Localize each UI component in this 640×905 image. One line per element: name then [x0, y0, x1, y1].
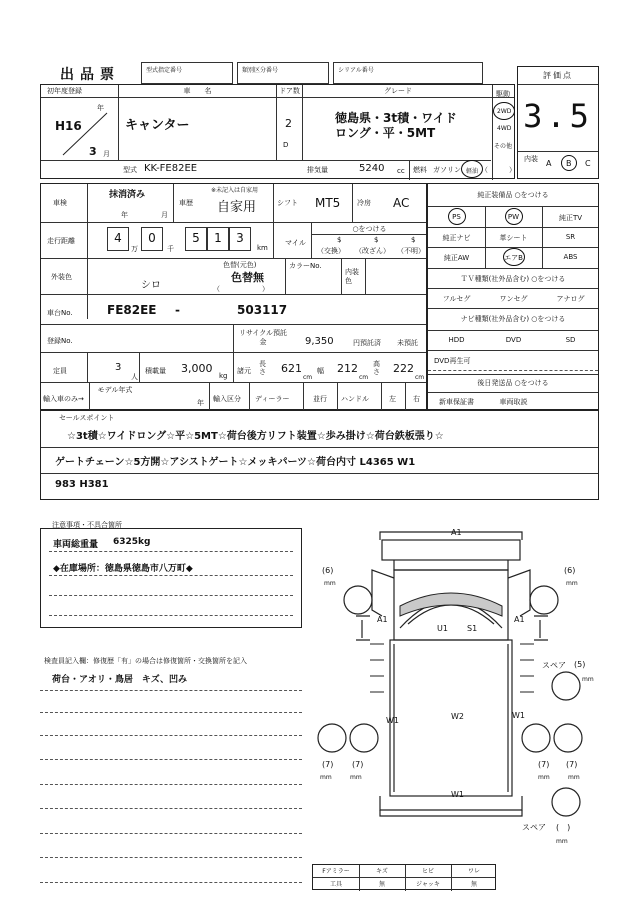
mark-w1-rear: W1: [451, 790, 464, 799]
model-year-unit: 年: [197, 399, 204, 407]
spare-value-1: (5): [574, 660, 586, 669]
import-left: 左: [389, 395, 396, 403]
width-value: 212: [337, 362, 358, 375]
mark-a1-front: A1: [451, 528, 462, 537]
equip-sr: SR: [565, 233, 576, 241]
mile-sym-1: $: [337, 236, 342, 244]
legend-v-none-2: 無: [470, 881, 477, 888]
import-handle: ハンドル: [341, 395, 369, 403]
mileage-digit-3: 5: [192, 231, 200, 245]
height-cm: cm: [415, 374, 425, 381]
mileage-digit-1: 4: [114, 231, 122, 245]
sales-label: セールスポイント: [59, 414, 115, 422]
equip-navi: 純正ナビ: [442, 234, 471, 242]
interior-a: A: [546, 159, 552, 168]
first-reg-year: H16: [55, 119, 82, 133]
mark-s1: S1: [467, 624, 478, 633]
equipment-header: 純正装備品 ○をつける: [477, 191, 549, 199]
mark-w2: W2: [451, 712, 464, 721]
tire-fl-value: (6): [322, 566, 334, 575]
height-value: 222: [393, 362, 414, 375]
inspection-year-unit: 年: [121, 211, 128, 219]
doors-label: ドア数: [279, 87, 300, 95]
width-label: 幅: [317, 367, 324, 375]
fuel-diesel-circle: [461, 160, 483, 178]
import-label: 輸入車のみ→: [43, 395, 84, 403]
import-parallel: 並行: [313, 395, 327, 403]
legend-h-scratch: キズ: [376, 868, 388, 875]
mark-u1: U1: [437, 624, 448, 633]
mileage-km-unit: km: [257, 244, 268, 252]
serial-label: シリアル番号: [338, 67, 374, 74]
gvw-value: 6325kg: [113, 537, 151, 547]
rating-value: 3.5: [523, 97, 593, 135]
chassis-value-2: 503117: [237, 303, 288, 317]
spare-label-2: スペア: [522, 823, 546, 832]
length-label: 長さ: [259, 360, 266, 376]
equip-airbag-circle: [503, 248, 525, 266]
mark-a1-right: A1: [514, 615, 525, 624]
drive-2wd: 2WD: [497, 108, 512, 115]
equip-ps: PS: [452, 213, 461, 221]
capacity-unit: 人: [131, 373, 138, 381]
load-unit: kg: [219, 372, 228, 380]
first-reg-label: 初年度登録: [47, 87, 82, 95]
sales-line-3: 983 H381: [55, 479, 109, 490]
width-cm: cm: [359, 374, 369, 381]
displacement-unit: cc: [397, 167, 405, 175]
equip-aw: 純正AW: [443, 254, 470, 262]
length-cm: cm: [303, 374, 313, 381]
after-header: 後日発送品 ○をつける: [477, 379, 549, 387]
import-type-label: 輸入区分: [213, 395, 241, 403]
mile-options-header: ○をつける: [352, 225, 387, 233]
history-label: 車歴: [179, 199, 193, 207]
repaint-value: 色替無: [231, 271, 264, 284]
repaint-label: 色替(元色): [223, 261, 257, 269]
capacity-value: 3: [115, 362, 122, 373]
truck-damage-diagram: [300, 520, 600, 870]
notes-label: 注意事項・不具合箇所: [52, 521, 122, 529]
drive-2wd-circle: [493, 102, 515, 120]
legend-h-mirror: Fアミラー: [322, 868, 350, 875]
mile-unknown: （不明）: [397, 247, 425, 255]
type-approval-label: 型式指定番号: [146, 67, 183, 74]
chassis-label: 車台No.: [47, 309, 73, 317]
navi-sd: SD: [565, 336, 576, 344]
recycle-unpaid: 未預託: [397, 339, 418, 347]
equipment-block: [427, 183, 599, 410]
load-label: 積載量: [145, 367, 166, 375]
dvd-playable-label: DVD再生可: [434, 357, 471, 365]
mile-tampered: （改ざん）: [355, 247, 390, 255]
legend-v-tools: 工具: [329, 881, 342, 888]
mile-exchanged: （交換）: [317, 247, 345, 255]
mileage-label: 走行距離: [47, 237, 75, 245]
tire-rl-outer-value: (7): [322, 760, 334, 769]
grade-line-2: ロング・平・5MT: [335, 126, 436, 140]
displacement-label: 排気量: [307, 166, 328, 174]
chassis-value-1: FE82EE: [107, 303, 157, 317]
mileage-unit-sen: 千: [167, 245, 174, 253]
spare-value-2: ( ): [556, 823, 571, 832]
dims-label: 諸元: [237, 367, 251, 375]
model-year-label: モデル年式: [97, 386, 133, 394]
gvw-label: 車両総重量: [53, 540, 99, 550]
after-warranty: 新車保証書: [439, 398, 474, 406]
month-unit: 月: [103, 150, 110, 158]
legend-h-break: ワレ: [467, 868, 480, 875]
sales-line-2: ゲートチェーン☆5方開☆アシストゲート☆メッキパーツ☆荷台内寸 L4365 W1: [55, 457, 416, 468]
grade-line-1: 徳島県・3t積・ワイド: [335, 111, 457, 125]
chassis-dash: -: [175, 303, 180, 317]
type-approval-box: [141, 62, 233, 84]
mile-sym-3: $: [411, 236, 416, 244]
tv-oneseg: ワンセグ: [499, 295, 528, 303]
import-dealer: ディーラー: [255, 395, 290, 403]
height-label: 高さ: [373, 360, 380, 376]
tire-rr-outer-mm: mm: [568, 774, 580, 781]
mileage-digit-2: 0: [148, 231, 156, 245]
mark-w1-right: W1: [512, 711, 525, 720]
mile-sym-2: $: [374, 236, 379, 244]
mileage-unit-man: 万: [131, 245, 138, 253]
int-color-label: 内装色: [345, 268, 359, 285]
serial-box: [333, 62, 483, 84]
equip-pw-circle: [505, 208, 523, 225]
equip-tv: 純正TV: [558, 214, 583, 222]
tire-fl-mm: mm: [324, 580, 336, 587]
sales-line-1: ☆3t積☆ワイドロング☆平☆5MT☆荷台後方リフト装置☆歩み掛け☆荷台鉄板張り☆: [67, 431, 444, 442]
import-right: 右: [413, 395, 420, 403]
ac-label: 冷房: [357, 199, 371, 207]
tire-rl-inner-mm: mm: [350, 774, 362, 781]
doors-unit: D: [283, 141, 289, 149]
load-value: 3,000: [181, 362, 213, 375]
interior-c: C: [585, 159, 591, 168]
spare-label-1: スペア: [542, 661, 566, 670]
tire-rr-inner-value: (7): [538, 760, 550, 769]
tire-fr-mm: mm: [566, 580, 578, 587]
tv-header: ＴＶ種類(社外品含む) ○をつける: [460, 275, 566, 283]
after-manual: 車両取説: [499, 398, 528, 406]
car-name-value: キャンター: [125, 118, 190, 133]
drive-label: 駆動: [496, 90, 510, 98]
tire-rr-outer-value: (7): [566, 760, 578, 769]
tire-rr-inner-mm: mm: [538, 774, 550, 781]
fuel-diesel: 軽油: [466, 168, 479, 175]
tire-fr-value: (6): [564, 566, 576, 575]
navi-header: ナビ種類(社外品含む) ○をつける: [460, 315, 566, 323]
legend-v-jack: ジャッキ: [416, 881, 440, 888]
interior-b: B: [566, 159, 572, 168]
classification-label: 類別区分番号: [242, 67, 279, 74]
drive-4wd: 4WD: [497, 125, 512, 132]
legend-v-none-1: 無: [378, 881, 385, 888]
stock-location: ◆在庫場所：徳島県徳島市八万町◆: [53, 564, 193, 574]
legend-h-crack: ヒビ: [421, 868, 434, 875]
tire-rl-inner-value: (7): [352, 760, 364, 769]
drive-other: その他: [494, 143, 513, 150]
inspector-label: 検査員記入欄：修復歴「有」の場合は修復箇所・交換箇所を記入: [44, 657, 247, 665]
date-slash-icon: [59, 111, 109, 157]
car-name-label: 車 名: [183, 87, 212, 95]
model-value: KK-FE82EE: [144, 163, 198, 174]
length-value: 621: [281, 362, 302, 375]
legend-table: [312, 864, 496, 890]
shift-label: シフト: [277, 199, 298, 207]
inspection-value: 抹消済み: [109, 190, 146, 200]
navi-hdd: HDD: [448, 336, 465, 344]
equip-airbag: エアB: [504, 254, 523, 262]
ext-color-label: 外装色: [51, 273, 72, 281]
equip-pw: PW: [507, 213, 520, 221]
shift-value: MT5: [315, 196, 341, 210]
color-no-label: カラーNo.: [289, 262, 322, 270]
spare-mm-2: mm: [556, 838, 568, 845]
grade-label: グレード: [384, 87, 412, 95]
rating-box: [517, 66, 599, 179]
fuel-gasoline: ガソリン: [433, 166, 461, 174]
navi-dvd: DVD: [505, 336, 522, 344]
year-unit: 年: [97, 104, 104, 112]
recycle-value: 9,350: [305, 336, 334, 347]
fuel-label: 燃料: [413, 166, 427, 174]
notes-box: [40, 528, 302, 628]
vehicle-detail-block: [40, 183, 427, 410]
model-label: 型式: [123, 166, 137, 174]
page-title: 出品票: [60, 67, 120, 83]
repaint-paren: （ ）: [213, 285, 269, 293]
capacity-label: 定員: [53, 367, 67, 375]
equip-abs: ABS: [563, 253, 578, 261]
tire-rl-outer-mm: mm: [320, 774, 332, 781]
tv-fullseg: フルセグ: [442, 295, 471, 303]
fuel-other-paren: （ ）: [481, 166, 516, 174]
ac-value: AC: [393, 196, 410, 210]
mileage-digit-5: 3: [236, 231, 244, 245]
inspector-text: 荷台・アオリ・鳥居 キズ、凹み: [52, 675, 188, 685]
mark-w1-left: W1: [386, 716, 399, 725]
history-note: ※未記入は自家用: [211, 187, 259, 194]
doors-value: 2: [285, 117, 292, 130]
inspection-label: 車検: [53, 199, 67, 207]
mark-a1-left: A1: [377, 615, 388, 624]
reg-no-label: 登録No.: [47, 337, 73, 345]
history-value: 自家用: [217, 200, 257, 215]
interior-b-circle: [561, 155, 577, 171]
ext-color-value: シロ: [141, 280, 161, 291]
vehicle-basic-block: [40, 84, 515, 179]
mile-label: マイル: [285, 239, 306, 247]
mileage-digit-4: 1: [214, 231, 222, 245]
sales-point-block: [40, 410, 599, 500]
equip-leather: 革シート: [499, 234, 528, 242]
rating-label: 評価点: [543, 71, 573, 80]
interior-label: 内装: [524, 155, 538, 163]
first-reg-month: 3: [89, 145, 97, 158]
displacement-value: 5240: [359, 163, 385, 174]
recycle-unit: 円預託済: [353, 339, 381, 347]
equip-ps-circle: [448, 208, 466, 225]
recycle-label: リサイクル預託金: [238, 329, 288, 346]
inspection-month-unit: 月: [161, 211, 168, 219]
classification-box: [237, 62, 329, 84]
spare-mm-1: mm: [582, 676, 594, 683]
tv-analog: アナログ: [556, 295, 585, 303]
